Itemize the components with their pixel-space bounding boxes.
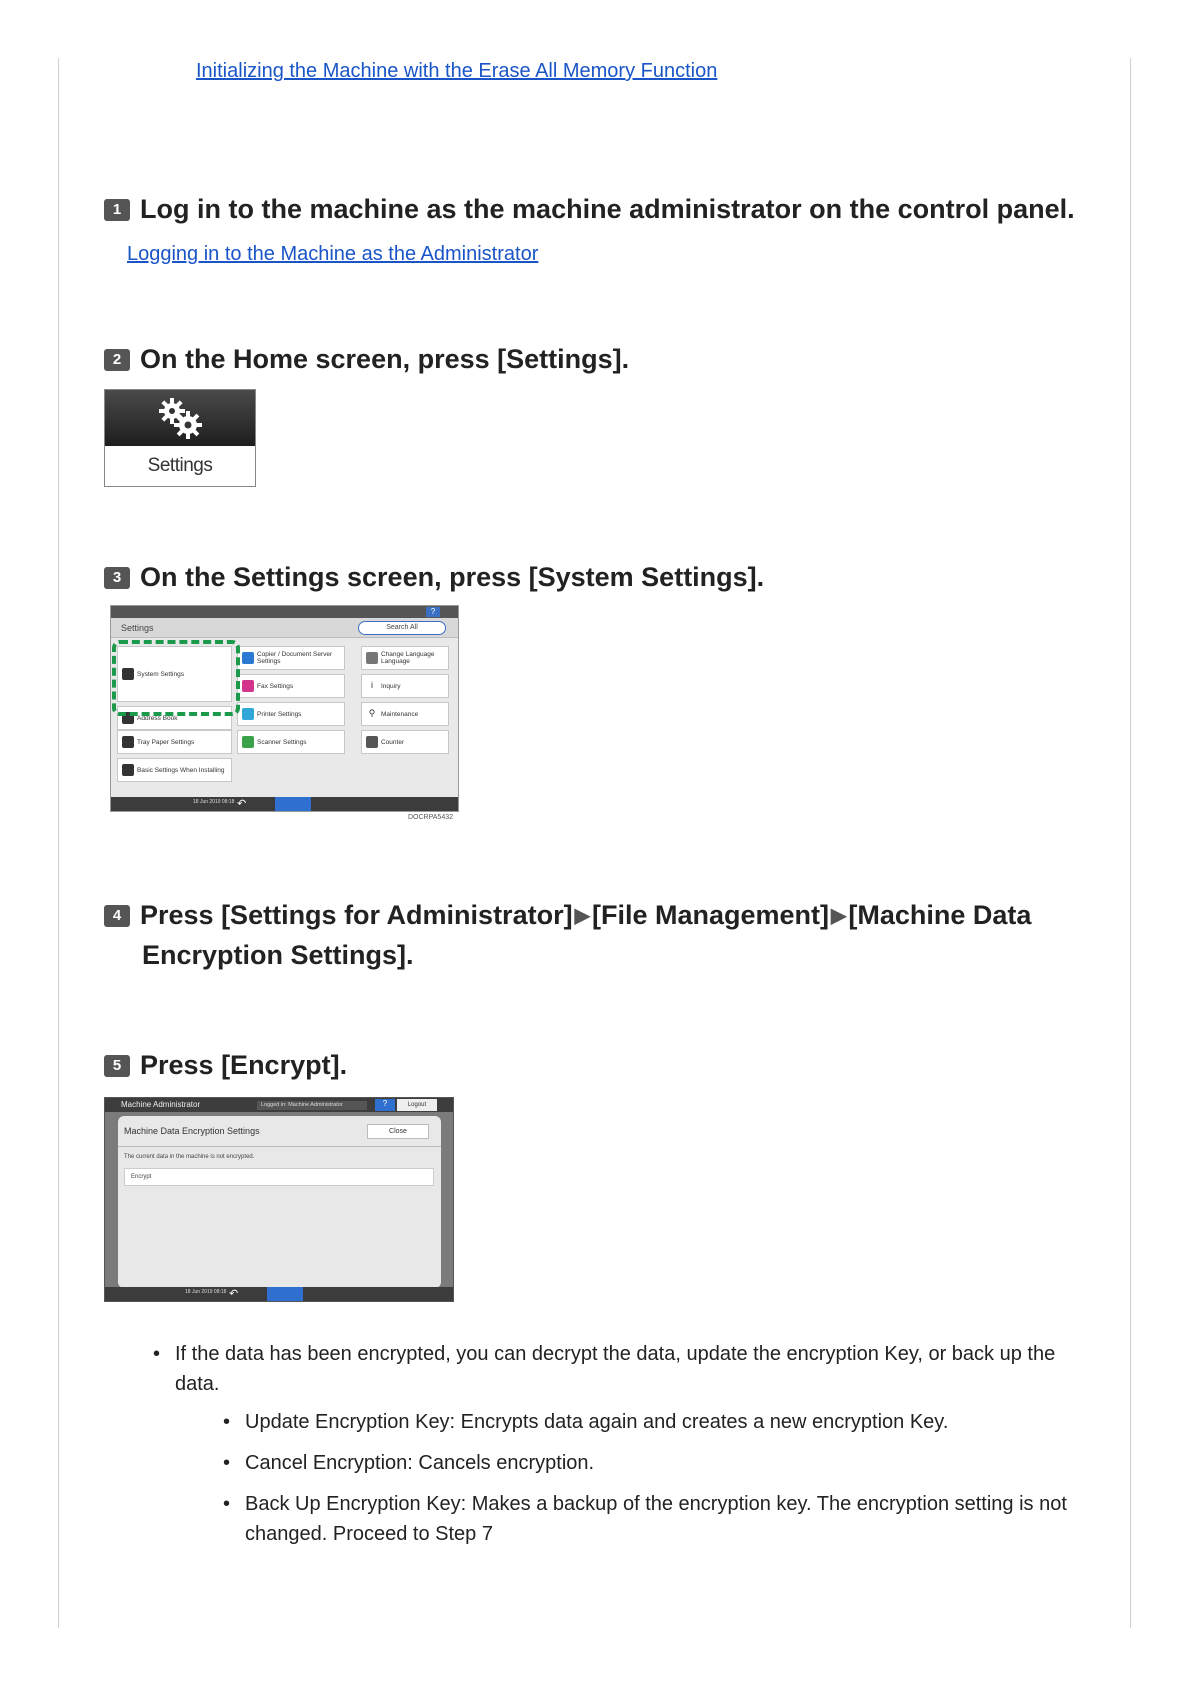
header-title: Machine Administrator — [121, 1100, 201, 1109]
arrow-right-icon: ▶ — [831, 905, 847, 927]
link-login-admin[interactable]: Logging in to the Machine as the Administrator — [127, 243, 539, 265]
maintenance-button: ⚲ Maintenance — [361, 702, 449, 726]
fax-settings-button: Fax Settings — [237, 674, 345, 698]
step-number: 3 — [104, 567, 130, 589]
help-icon: ? — [375, 1099, 395, 1111]
screen-footer — [111, 797, 458, 811]
logout-button: Logout — [397, 1099, 437, 1111]
inquiry-button: i Inquiry — [361, 674, 449, 698]
dialog-title: Machine Data Encryption Settings — [124, 1126, 260, 1136]
back-icon: ↶ — [237, 798, 247, 810]
wrench-icon: ⚲ — [366, 708, 378, 720]
printer-settings-button: Printer Settings — [237, 702, 345, 726]
language-button: Change Language Language — [361, 646, 449, 670]
copier-settings-button: Copier / Document Server Settings — [237, 646, 345, 670]
step-number: 5 — [104, 1055, 130, 1077]
step-number: 4 — [104, 905, 130, 927]
tray-paper-button: Tray Paper Settings — [117, 730, 232, 754]
gears-icon — [156, 395, 204, 441]
basic-settings-button: Basic Settings When Installing — [117, 758, 232, 782]
settings-tile-image — [104, 389, 256, 487]
list-item: • Update Encryption Key: Encrypts data again and creates a new encryption Key. — [245, 1407, 1095, 1437]
link-erase-all-memory[interactable]: Initializing the Machine with the Erase All Memory Function — [196, 60, 718, 82]
step-title-part: [File Management] — [591, 900, 829, 930]
dialog-message: The current data in the machine is not encrypted. — [124, 1154, 255, 1160]
image-caption: DOCRPA5432 — [408, 814, 454, 821]
home-icon — [275, 797, 311, 811]
logged-in-status: Logged in: Machine Administrator — [257, 1101, 367, 1110]
step-title: On the Home screen, press [Settings]. — [140, 344, 630, 374]
footer-time: 18 Jun 2019 08:18 — [193, 799, 235, 805]
screen-title: Settings — [121, 623, 154, 633]
back-icon: ↶ — [229, 1288, 239, 1300]
basic-settings-icon — [122, 764, 134, 776]
close-button: Close — [367, 1124, 429, 1139]
step-title: On the Settings screen, press [System Settings]. — [140, 562, 765, 592]
step-number: 1 — [104, 199, 130, 221]
sub-list — [245, 1407, 1095, 1549]
fax-icon — [242, 680, 254, 692]
step-number: 2 — [104, 349, 130, 371]
encrypt-screen-image — [104, 1097, 454, 1302]
address-book-button: Address Book — [117, 706, 232, 730]
step-4 — [104, 896, 1104, 975]
copier-icon — [242, 652, 254, 664]
scanner-icon — [242, 736, 254, 748]
printer-icon — [242, 708, 254, 720]
sub-list-container — [175, 1407, 1095, 1549]
step-1 — [104, 190, 1104, 229]
system-settings-button: System Settings — [117, 646, 232, 702]
step-title: Log in to the machine as the machine administrator on the control panel. — [140, 194, 1075, 224]
notes-list — [175, 1339, 1095, 1560]
help-icon: ? — [426, 607, 440, 617]
search-field: Search All — [358, 621, 446, 635]
list-item: • If the data has been encrypted, you can decrypt the data, update the encryption Key, or back up the data. — [175, 1339, 1095, 1399]
step-title-part: Press [Settings for Administrator] — [140, 900, 573, 930]
step-title: Press [Encrypt]. — [140, 1050, 348, 1080]
list-item: • Back Up Encryption Key: Makes a backup of the encryption key. The encryption setting is not changed. Proceed to Step 7 — [245, 1489, 1095, 1549]
counter-icon — [366, 736, 378, 748]
language-icon — [366, 652, 378, 664]
arrow-right-icon: ▶ — [574, 905, 590, 927]
tray-icon — [122, 736, 134, 748]
footer-time: 18 Jun 2019 08:18 — [185, 1289, 227, 1295]
step-title-part: Encryption Settings]. — [142, 940, 414, 970]
right-margin-rule — [1130, 58, 1131, 1628]
highlight-system-settings — [112, 640, 240, 716]
list-item: • Cancel Encryption: Cancels encryption. — [245, 1448, 1095, 1478]
encryption-dialog — [118, 1116, 441, 1288]
counter-button: Counter — [361, 730, 449, 754]
left-margin-rule — [58, 58, 59, 1628]
step-2 — [104, 340, 1104, 379]
screen-footer — [105, 1287, 453, 1301]
step-5 — [104, 1046, 1104, 1085]
info-icon: i — [366, 680, 378, 692]
settings-label: Settings — [147, 455, 213, 476]
scanner-settings-button: Scanner Settings — [237, 730, 345, 754]
encrypt-button: Encrypt — [124, 1168, 434, 1186]
step-title-part: [Machine Data — [848, 900, 1032, 930]
home-icon — [267, 1287, 303, 1301]
step-3 — [104, 558, 1104, 597]
